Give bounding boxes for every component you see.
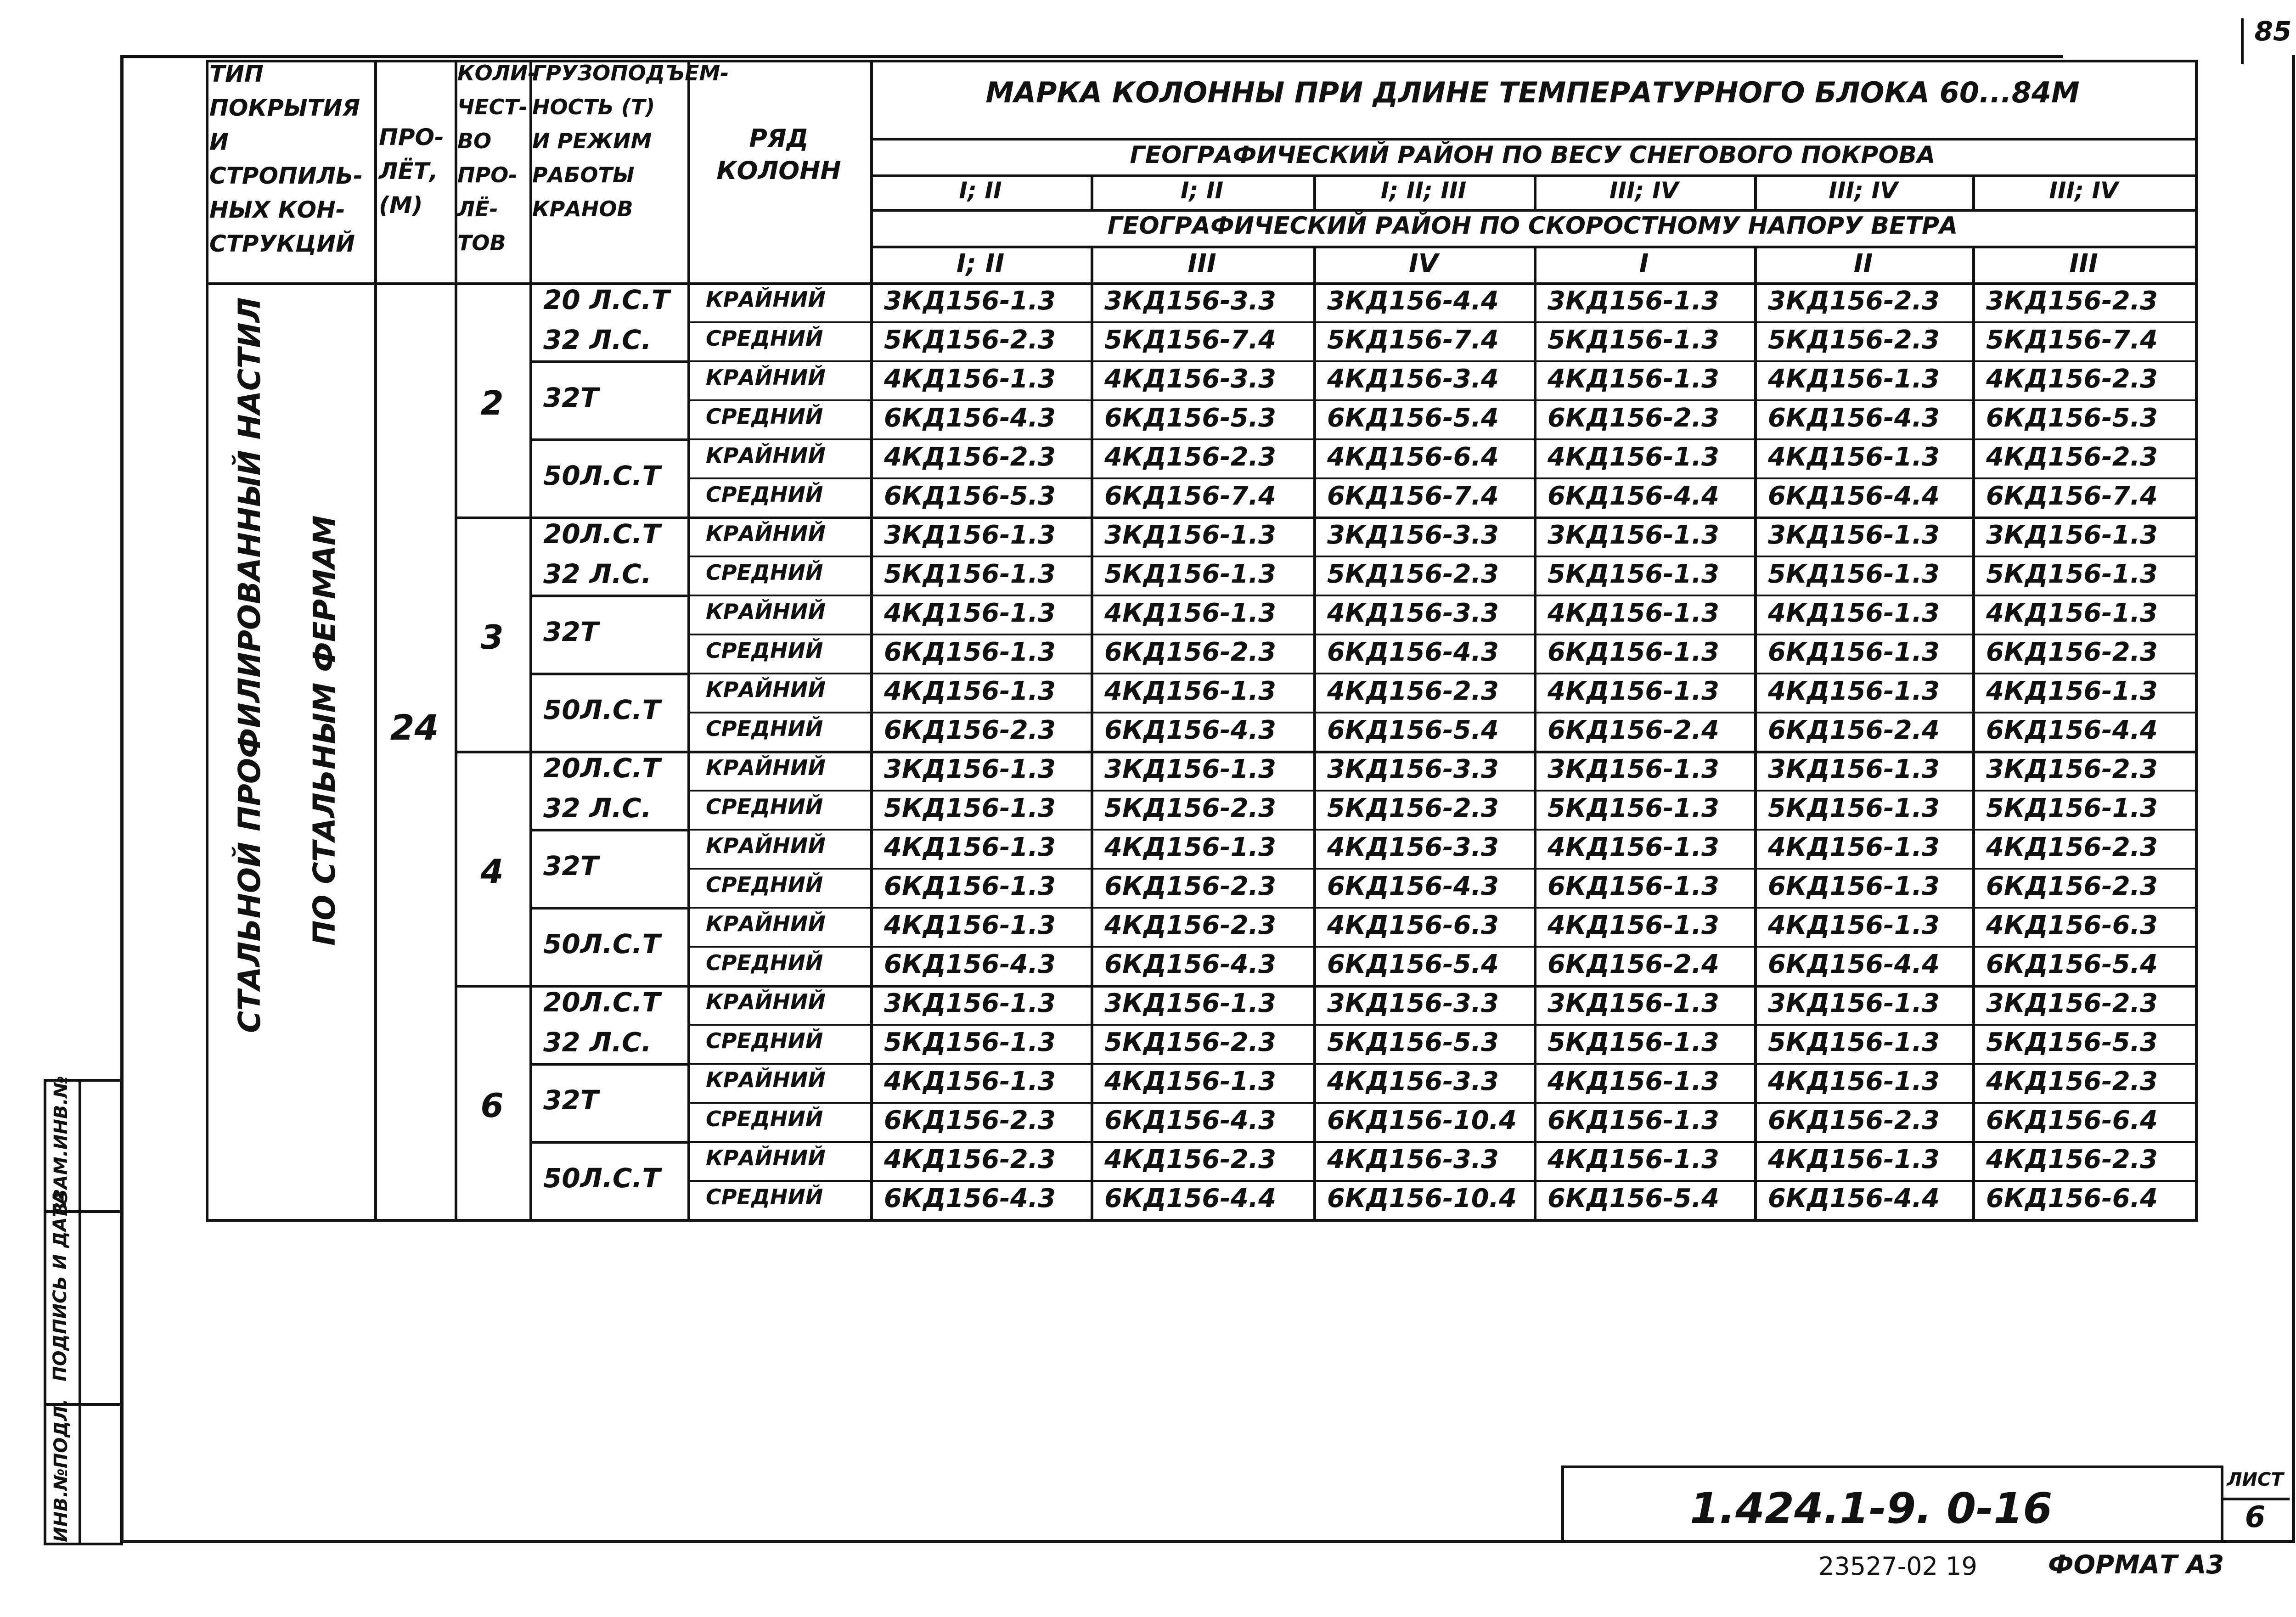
header-wind-region: II xyxy=(1853,249,1873,279)
capacity-divider xyxy=(529,829,687,831)
column-mark: 4КД156-6.3 xyxy=(1986,910,2158,940)
column-mark: 6КД156-5.4 xyxy=(1327,949,1499,979)
column-mark: 3КД156-1.3 xyxy=(1768,520,1940,550)
sheet-number: 6 xyxy=(2245,1500,2266,1534)
column-mark: 3КД156-2.3 xyxy=(1986,754,2158,784)
column-mark: 4КД156-6.3 xyxy=(1327,910,1499,940)
column-divider xyxy=(1972,246,1975,1219)
header-divider xyxy=(870,209,2195,212)
roof-type-label: СТАЛЬНОЙ ПРОФИЛИРОВАННЫЙ НАСТИЛ xyxy=(232,297,267,1033)
column-row-position: СРЕДНИЙ xyxy=(706,794,823,819)
page-number: 85 xyxy=(2254,16,2292,47)
column-mark: 6КД156-2.4 xyxy=(1548,715,1719,745)
column-mark: 6КД156-4.3 xyxy=(1327,637,1499,667)
column-mark: 3КД156-1.3 xyxy=(1548,988,1719,1018)
capacity-divider xyxy=(529,360,687,363)
column-mark: 5КД156-1.3 xyxy=(1768,559,1940,589)
column-mark: 6КД156-2.3 xyxy=(1986,871,2158,901)
header-roof-type-line: СТРОПИЛЬ- xyxy=(209,163,363,189)
column-mark: 6КД156-5.4 xyxy=(1548,1184,1719,1213)
column-mark: 4КД156-2.3 xyxy=(1986,1067,2158,1096)
header-wind-region: I xyxy=(1639,249,1649,279)
column-mark: 4КД156-1.3 xyxy=(884,598,1056,628)
crane-capacity: 50Л.С.Т xyxy=(543,1162,661,1194)
column-mark: 4КД156-1.3 xyxy=(1768,832,1940,862)
crane-capacity: 20Л.С.Т xyxy=(543,518,661,550)
column-row-position: КРАЙНИЙ xyxy=(706,989,826,1014)
header-roof-type-line: НЫХ КОН- xyxy=(209,197,345,223)
header-snow-region: III; IV xyxy=(1829,177,1898,204)
column-mark: 5КД156-2.3 xyxy=(1104,793,1276,823)
row-divider xyxy=(687,1141,2195,1143)
group-divider xyxy=(455,985,2195,988)
header-wind-region: III xyxy=(1187,249,1216,279)
row-divider xyxy=(687,868,2195,870)
column-mark: 6КД156-4.4 xyxy=(1768,481,1940,511)
group-divider xyxy=(455,517,2195,519)
column-mark: 6КД156-4.4 xyxy=(1104,1184,1276,1213)
column-mark: 5КД156-2.3 xyxy=(1327,559,1499,589)
column-mark: 6КД156-1.3 xyxy=(1548,1106,1719,1135)
column-mark: 5КД156-7.4 xyxy=(1104,325,1276,355)
column-row-position: КРАЙНИЙ xyxy=(706,599,826,624)
column-mark: 5КД156-7.4 xyxy=(1986,325,2158,355)
column-mark: 4КД156-2.3 xyxy=(1986,832,2158,862)
column-mark: 4КД156-1.3 xyxy=(1768,442,1940,472)
column-divider xyxy=(687,60,690,1219)
column-mark: 3КД156-1.3 xyxy=(1548,286,1719,316)
column-mark: 5КД156-2.3 xyxy=(884,325,1056,355)
header-bottom-line xyxy=(206,282,2195,285)
column-row-position: КРАЙНИЙ xyxy=(706,677,826,702)
crane-capacity: 20Л.С.Т xyxy=(543,987,661,1018)
header-snow-region: I; II; III xyxy=(1380,177,1467,204)
column-mark: 5КД156-1.3 xyxy=(1104,559,1276,589)
table-border-bottom xyxy=(206,1219,2198,1222)
column-mark: 4КД156-2.3 xyxy=(1986,442,2158,472)
column-mark: 5КД156-1.3 xyxy=(884,559,1056,589)
column-mark: 4КД156-6.4 xyxy=(1327,442,1499,472)
roof-type-label: ПО СТАЛЬНЫМ ФЕРМАМ xyxy=(307,515,342,946)
header-row-line: РЯД xyxy=(749,124,809,153)
column-mark: 4КД156-1.3 xyxy=(1104,832,1276,862)
column-mark: 3КД156-1.3 xyxy=(1548,520,1719,550)
row-divider xyxy=(687,1102,2195,1104)
header-cranes-line: ВО xyxy=(457,129,492,153)
column-mark: 6КД156-4.3 xyxy=(884,1184,1056,1213)
column-mark: 3КД156-1.3 xyxy=(1548,754,1719,784)
column-mark: 3КД156-1.3 xyxy=(1104,754,1276,784)
column-mark: 4КД156-1.3 xyxy=(1548,676,1719,706)
row-divider xyxy=(687,634,2195,635)
header-cranes-line: КОЛИ- xyxy=(457,61,537,85)
header-snow-title: ГЕОГРАФИЧЕСКИЙ РАЙОН ПО ВЕСУ СНЕГОВОГО ПОКРОВА xyxy=(1130,141,1936,169)
column-mark: 6КД156-5.3 xyxy=(1104,403,1276,433)
column-mark: 5КД156-2.3 xyxy=(1327,793,1499,823)
column-mark: 5КД156-5.3 xyxy=(1986,1027,2158,1057)
stamp-field-replacement: ВЗАМ.ИНВ.№ xyxy=(51,1076,72,1216)
row-divider xyxy=(687,399,2195,401)
format-label: ФОРМАТ А3 xyxy=(2048,1550,2224,1580)
header-capacity-line: РАБОТЫ xyxy=(532,163,635,187)
column-mark: 6КД156-1.3 xyxy=(1768,871,1940,901)
column-row-position: КРАЙНИЙ xyxy=(706,1145,826,1170)
column-mark: 6КД156-4.3 xyxy=(1104,715,1276,745)
column-mark: 3КД156-2.3 xyxy=(1768,286,1940,316)
column-row-position: КРАЙНИЙ xyxy=(706,833,826,858)
row-divider xyxy=(687,1180,2195,1182)
column-row-position: СРЕДНИЙ xyxy=(706,482,823,507)
column-row-position: СРЕДНИЙ xyxy=(706,326,823,351)
column-mark: 6КД156-2.3 xyxy=(1986,637,2158,667)
crane-capacity: 20Л.С.Т xyxy=(543,752,661,784)
column-mark: 5КД156-5.3 xyxy=(1327,1027,1499,1057)
column-row-position: СРЕДНИЙ xyxy=(706,872,823,897)
column-mark: 6КД156-2.3 xyxy=(1104,871,1276,901)
crane-capacity: 20 Л.С.Т xyxy=(543,284,670,315)
column-mark: 5КД156-1.3 xyxy=(1548,559,1719,589)
crane-capacity: 32Т xyxy=(543,382,599,413)
header-roof-type-line: ПОКРЫТИЯ xyxy=(209,95,360,121)
column-mark: 6КД156-7.4 xyxy=(1104,481,1276,511)
crane-capacity: 32Т xyxy=(543,616,599,647)
column-mark: 6КД156-4.3 xyxy=(884,949,1056,979)
column-divider xyxy=(1754,246,1757,1219)
header-capacity-line: КРАНОВ xyxy=(532,197,633,221)
header-main-title: МАРКА КОЛОННЫ ПРИ ДЛИНЕ ТЕМПЕРАТУРНОГО БЛОКА 60...84М xyxy=(985,76,2080,109)
column-mark: 6КД156-4.3 xyxy=(1104,1106,1276,1135)
column-mark: 5КД156-1.3 xyxy=(884,793,1056,823)
column-mark: 5КД156-1.3 xyxy=(1986,559,2158,589)
archive-number: 23527-02 19 xyxy=(1818,1552,1977,1581)
column-mark: 6КД156-2.4 xyxy=(1768,715,1940,745)
header-wind-region: IV xyxy=(1408,249,1439,279)
column-mark: 4КД156-2.3 xyxy=(1986,364,2158,394)
row-divider xyxy=(687,556,2195,557)
column-mark: 6КД156-2.3 xyxy=(884,715,1056,745)
column-mark: 6КД156-4.4 xyxy=(1768,949,1940,979)
column-mark: 4КД156-2.3 xyxy=(1104,910,1276,940)
column-mark: 6КД156-4.4 xyxy=(1986,715,2158,745)
table-border-left xyxy=(206,60,208,1219)
column-mark: 5КД156-1.3 xyxy=(1768,793,1940,823)
header-span-line: ЛЁТ, xyxy=(379,158,438,185)
row-divider xyxy=(687,321,2195,323)
column-mark: 6КД156-4.3 xyxy=(1768,403,1940,433)
header-roof-type-line: ТИП xyxy=(209,61,264,87)
stamp-field-inventory: ИНВ.№ПОДЛ. xyxy=(51,1398,72,1542)
header-capacity-line: НОСТЬ (Т) xyxy=(532,95,655,119)
column-mark: 4КД156-2.3 xyxy=(884,442,1056,472)
crane-capacity: 50Л.С.Т xyxy=(543,460,661,491)
header-snow-region: III; IV xyxy=(2049,177,2118,204)
crane-capacity: 32 Л.С. xyxy=(543,558,652,590)
crane-count: 3 xyxy=(480,618,504,657)
column-mark: 4КД156-1.3 xyxy=(1548,1067,1719,1096)
header-snow-region: III; IV xyxy=(1609,177,1679,204)
column-mark: 4КД156-1.3 xyxy=(884,832,1056,862)
column-mark: 6КД156-4.4 xyxy=(1548,481,1719,511)
column-mark: 6КД156-7.4 xyxy=(1986,481,2158,511)
header-snow-region: I; II xyxy=(1180,177,1224,204)
column-mark: 3КД156-3.3 xyxy=(1327,520,1499,550)
capacity-divider xyxy=(529,1063,687,1066)
crane-count: 4 xyxy=(480,852,504,891)
column-mark: 5КД156-2.3 xyxy=(1104,1027,1276,1057)
column-mark: 3КД156-3.3 xyxy=(1327,754,1499,784)
column-row-position: СРЕДНИЙ xyxy=(706,950,823,975)
column-mark: 6КД156-1.3 xyxy=(884,871,1056,901)
header-cranes-line: ПРО- xyxy=(457,163,518,187)
column-row-position: КРАЙНИЙ xyxy=(706,1067,826,1092)
header-row-line: КОЛОНН xyxy=(716,156,841,185)
column-mark: 3КД156-3.3 xyxy=(1104,286,1276,316)
column-mark: 6КД156-10.4 xyxy=(1327,1106,1517,1135)
column-mark: 6КД156-4.3 xyxy=(1327,871,1499,901)
crane-capacity: 32 Л.С. xyxy=(543,1027,652,1058)
crane-capacity: 50Л.С.Т xyxy=(543,928,661,960)
header-capacity-line: И РЕЖИМ xyxy=(532,129,652,153)
column-mark: 3КД156-1.3 xyxy=(1104,520,1276,550)
column-mark: 6КД156-4.4 xyxy=(1768,1184,1940,1213)
column-mark: 3КД156-4.4 xyxy=(1327,286,1499,316)
crane-capacity: 32Т xyxy=(543,1084,599,1116)
column-mark: 6КД156-6.4 xyxy=(1986,1106,2158,1135)
column-mark: 6КД156-5.3 xyxy=(884,481,1056,511)
column-mark: 6КД156-4.3 xyxy=(1104,949,1276,979)
header-roof-type-line: СТРУКЦИЙ xyxy=(209,230,355,257)
column-row-position: СРЕДНИЙ xyxy=(706,1106,823,1131)
column-mark: 6КД156-5.4 xyxy=(1327,715,1499,745)
column-mark: 4КД156-2.3 xyxy=(1986,1145,2158,1174)
column-mark: 6КД156-6.4 xyxy=(1986,1184,2158,1213)
column-row-position: СРЕДНИЙ xyxy=(706,1028,823,1053)
group-divider xyxy=(455,751,2195,753)
column-row-position: СРЕДНИЙ xyxy=(706,716,823,741)
column-mark: 6КД156-5.4 xyxy=(1986,949,2158,979)
column-mark: 3КД156-1.3 xyxy=(1768,988,1940,1018)
column-mark: 4КД156-3.3 xyxy=(1327,598,1499,628)
column-row-position: СРЕДНИЙ xyxy=(706,560,823,585)
column-mark: 3КД156-1.3 xyxy=(884,286,1056,316)
row-divider xyxy=(687,907,2195,909)
row-divider xyxy=(687,360,2195,362)
column-mark: 4КД156-1.3 xyxy=(1548,598,1719,628)
column-mark: 4КД156-2.3 xyxy=(884,1145,1056,1174)
column-mark: 6КД156-10.4 xyxy=(1327,1184,1517,1213)
column-mark: 4КД156-1.3 xyxy=(1548,364,1719,394)
column-row-position: КРАЙНИЙ xyxy=(706,287,826,312)
column-mark: 4КД156-3.3 xyxy=(1327,1145,1499,1174)
column-mark: 4КД156-1.3 xyxy=(1548,910,1719,940)
column-mark: 5КД156-2.3 xyxy=(1768,325,1940,355)
column-mark: 3КД156-1.3 xyxy=(1768,754,1940,784)
column-mark: 4КД156-1.3 xyxy=(1768,1067,1940,1096)
column-mark: 4КД156-1.3 xyxy=(1104,598,1276,628)
column-mark: 6КД156-5.4 xyxy=(1327,403,1499,433)
column-row-position: СРЕДНИЙ xyxy=(706,638,823,663)
column-mark: 6КД156-4.3 xyxy=(884,403,1056,433)
column-mark: 4КД156-1.3 xyxy=(884,676,1056,706)
column-mark: 4КД156-1.3 xyxy=(1768,676,1940,706)
column-divider xyxy=(1534,246,1536,1219)
column-row-position: КРАЙНИЙ xyxy=(706,911,826,936)
capacity-divider xyxy=(529,673,687,675)
document-code: 1.424.1-9. 0-16 xyxy=(1690,1484,2053,1533)
header-capacity-line: ГРУЗОПОДЪЕМ- xyxy=(532,61,729,85)
header-cranes-line: ЧЕСТ- xyxy=(457,95,528,119)
header-cranes-line: ЛЁ- xyxy=(457,197,498,221)
column-mark: 5КД156-7.4 xyxy=(1327,325,1499,355)
capacity-divider xyxy=(529,438,687,441)
column-mark: 4КД156-1.3 xyxy=(1548,442,1719,472)
crane-capacity: 32Т xyxy=(543,850,599,881)
column-mark: 3КД156-2.3 xyxy=(1986,988,2158,1018)
sheet-label: ЛИСТ xyxy=(2227,1469,2284,1490)
column-mark: 6КД156-1.3 xyxy=(884,637,1056,667)
table-border-right xyxy=(2195,60,2198,1219)
column-mark: 6КД156-7.4 xyxy=(1327,481,1499,511)
crane-capacity: 50Л.С.Т xyxy=(543,694,661,725)
column-mark: 4КД156-1.3 xyxy=(1768,910,1940,940)
column-divider xyxy=(1313,246,1316,1219)
stamp-field-signature: ПОДПИСЬ И ДАТА xyxy=(50,1190,71,1381)
header-roof-type-line: И xyxy=(209,129,229,155)
header-wind-title: ГЕОГРАФИЧЕСКИЙ РАЙОН ПО СКОРОСТНОМУ НАПОРУ ВЕТРА xyxy=(1107,212,1958,240)
column-row-position: КРАЙНИЙ xyxy=(706,443,826,468)
column-mark: 6КД156-2.3 xyxy=(1104,637,1276,667)
column-mark: 6КД156-2.3 xyxy=(1768,1106,1940,1135)
column-mark: 4КД156-3.4 xyxy=(1327,364,1499,394)
column-mark: 4КД156-1.3 xyxy=(1768,364,1940,394)
crane-capacity: 32 Л.С. xyxy=(543,324,652,355)
column-mark: 5КД156-1.3 xyxy=(884,1027,1056,1057)
column-row-position: КРАЙНИЙ xyxy=(706,365,826,390)
column-mark: 4КД156-2.3 xyxy=(1104,1145,1276,1174)
capacity-divider xyxy=(529,907,687,910)
header-span-line: (М) xyxy=(379,192,423,219)
column-mark: 6КД156-1.3 xyxy=(1548,637,1719,667)
column-mark: 4КД156-1.3 xyxy=(884,364,1056,394)
column-mark: 5КД156-1.3 xyxy=(1548,1027,1719,1057)
crane-capacity: 32 Л.С. xyxy=(543,792,652,824)
column-row-position: КРАЙНИЙ xyxy=(706,521,826,546)
crane-count: 6 xyxy=(480,1086,504,1125)
capacity-divider xyxy=(529,1141,687,1144)
column-divider xyxy=(374,60,377,1219)
row-divider xyxy=(687,477,2195,479)
column-mark: 3КД156-1.3 xyxy=(1104,988,1276,1018)
column-mark: 4КД156-3.3 xyxy=(1327,832,1499,862)
row-divider xyxy=(687,712,2195,713)
column-mark: 4КД156-1.3 xyxy=(1986,676,2158,706)
capacity-divider xyxy=(529,595,687,597)
span-value: 24 xyxy=(390,707,439,748)
row-divider xyxy=(687,1024,2195,1026)
column-mark: 6КД156-2.3 xyxy=(884,1106,1056,1135)
row-divider xyxy=(687,790,2195,792)
header-divider xyxy=(870,246,2195,248)
row-divider xyxy=(687,946,2195,948)
column-mark: 4КД156-3.3 xyxy=(1327,1067,1499,1096)
column-mark: 3КД156-1.3 xyxy=(884,754,1056,784)
column-mark: 4КД156-1.3 xyxy=(884,1067,1056,1096)
row-divider xyxy=(687,438,2195,440)
header-snow-region: I; II xyxy=(959,177,1002,204)
column-mark: 6КД156-2.3 xyxy=(1548,403,1719,433)
column-mark: 3КД156-2.3 xyxy=(1986,286,2158,316)
header-divider xyxy=(870,138,2195,140)
column-mark: 4КД156-1.3 xyxy=(1768,1145,1940,1174)
column-row-position: СРЕДНИЙ xyxy=(706,1185,823,1209)
crane-count: 2 xyxy=(480,384,504,422)
header-span-line: ПРО- xyxy=(379,124,444,151)
column-mark: 4КД156-3.3 xyxy=(1104,364,1276,394)
column-mark: 4КД156-2.3 xyxy=(1327,676,1499,706)
column-mark: 4КД156-1.3 xyxy=(884,910,1056,940)
row-divider xyxy=(687,595,2195,596)
header-wind-region: I; II xyxy=(956,249,1005,279)
column-mark: 3КД156-1.3 xyxy=(884,988,1056,1018)
column-mark: 4КД156-1.3 xyxy=(1548,1145,1719,1174)
column-mark: 5КД156-1.3 xyxy=(1986,793,2158,823)
column-divider xyxy=(529,60,532,1219)
column-divider xyxy=(1091,246,1093,1219)
column-mark: 4КД156-1.3 xyxy=(1986,598,2158,628)
row-divider xyxy=(687,673,2195,674)
header-wind-region: III xyxy=(2069,249,2098,279)
column-mark: 4КД156-1.3 xyxy=(1104,1067,1276,1096)
row-divider xyxy=(687,829,2195,831)
column-mark: 3КД156-1.3 xyxy=(884,520,1056,550)
column-mark: 4КД156-2.3 xyxy=(1104,442,1276,472)
column-mark: 4КД156-1.3 xyxy=(1104,676,1276,706)
column-row-position: СРЕДНИЙ xyxy=(706,404,823,429)
column-mark: 6КД156-1.3 xyxy=(1548,871,1719,901)
column-mark: 5КД156-1.3 xyxy=(1548,793,1719,823)
column-row-position: КРАЙНИЙ xyxy=(706,755,826,780)
column-mark: 3КД156-1.3 xyxy=(1986,520,2158,550)
column-mark: 4КД156-1.3 xyxy=(1768,598,1940,628)
header-cranes-line: ТОВ xyxy=(457,230,506,255)
column-mark: 5КД156-1.3 xyxy=(1768,1027,1940,1057)
column-mark: 6КД156-1.3 xyxy=(1768,637,1940,667)
column-mark: 6КД156-5.3 xyxy=(1986,403,2158,433)
column-mark: 3КД156-3.3 xyxy=(1327,988,1499,1018)
row-divider xyxy=(687,1063,2195,1065)
column-mark: 6КД156-2.4 xyxy=(1548,949,1719,979)
column-mark: 4КД156-1.3 xyxy=(1548,832,1719,862)
column-mark: 5КД156-1.3 xyxy=(1548,325,1719,355)
